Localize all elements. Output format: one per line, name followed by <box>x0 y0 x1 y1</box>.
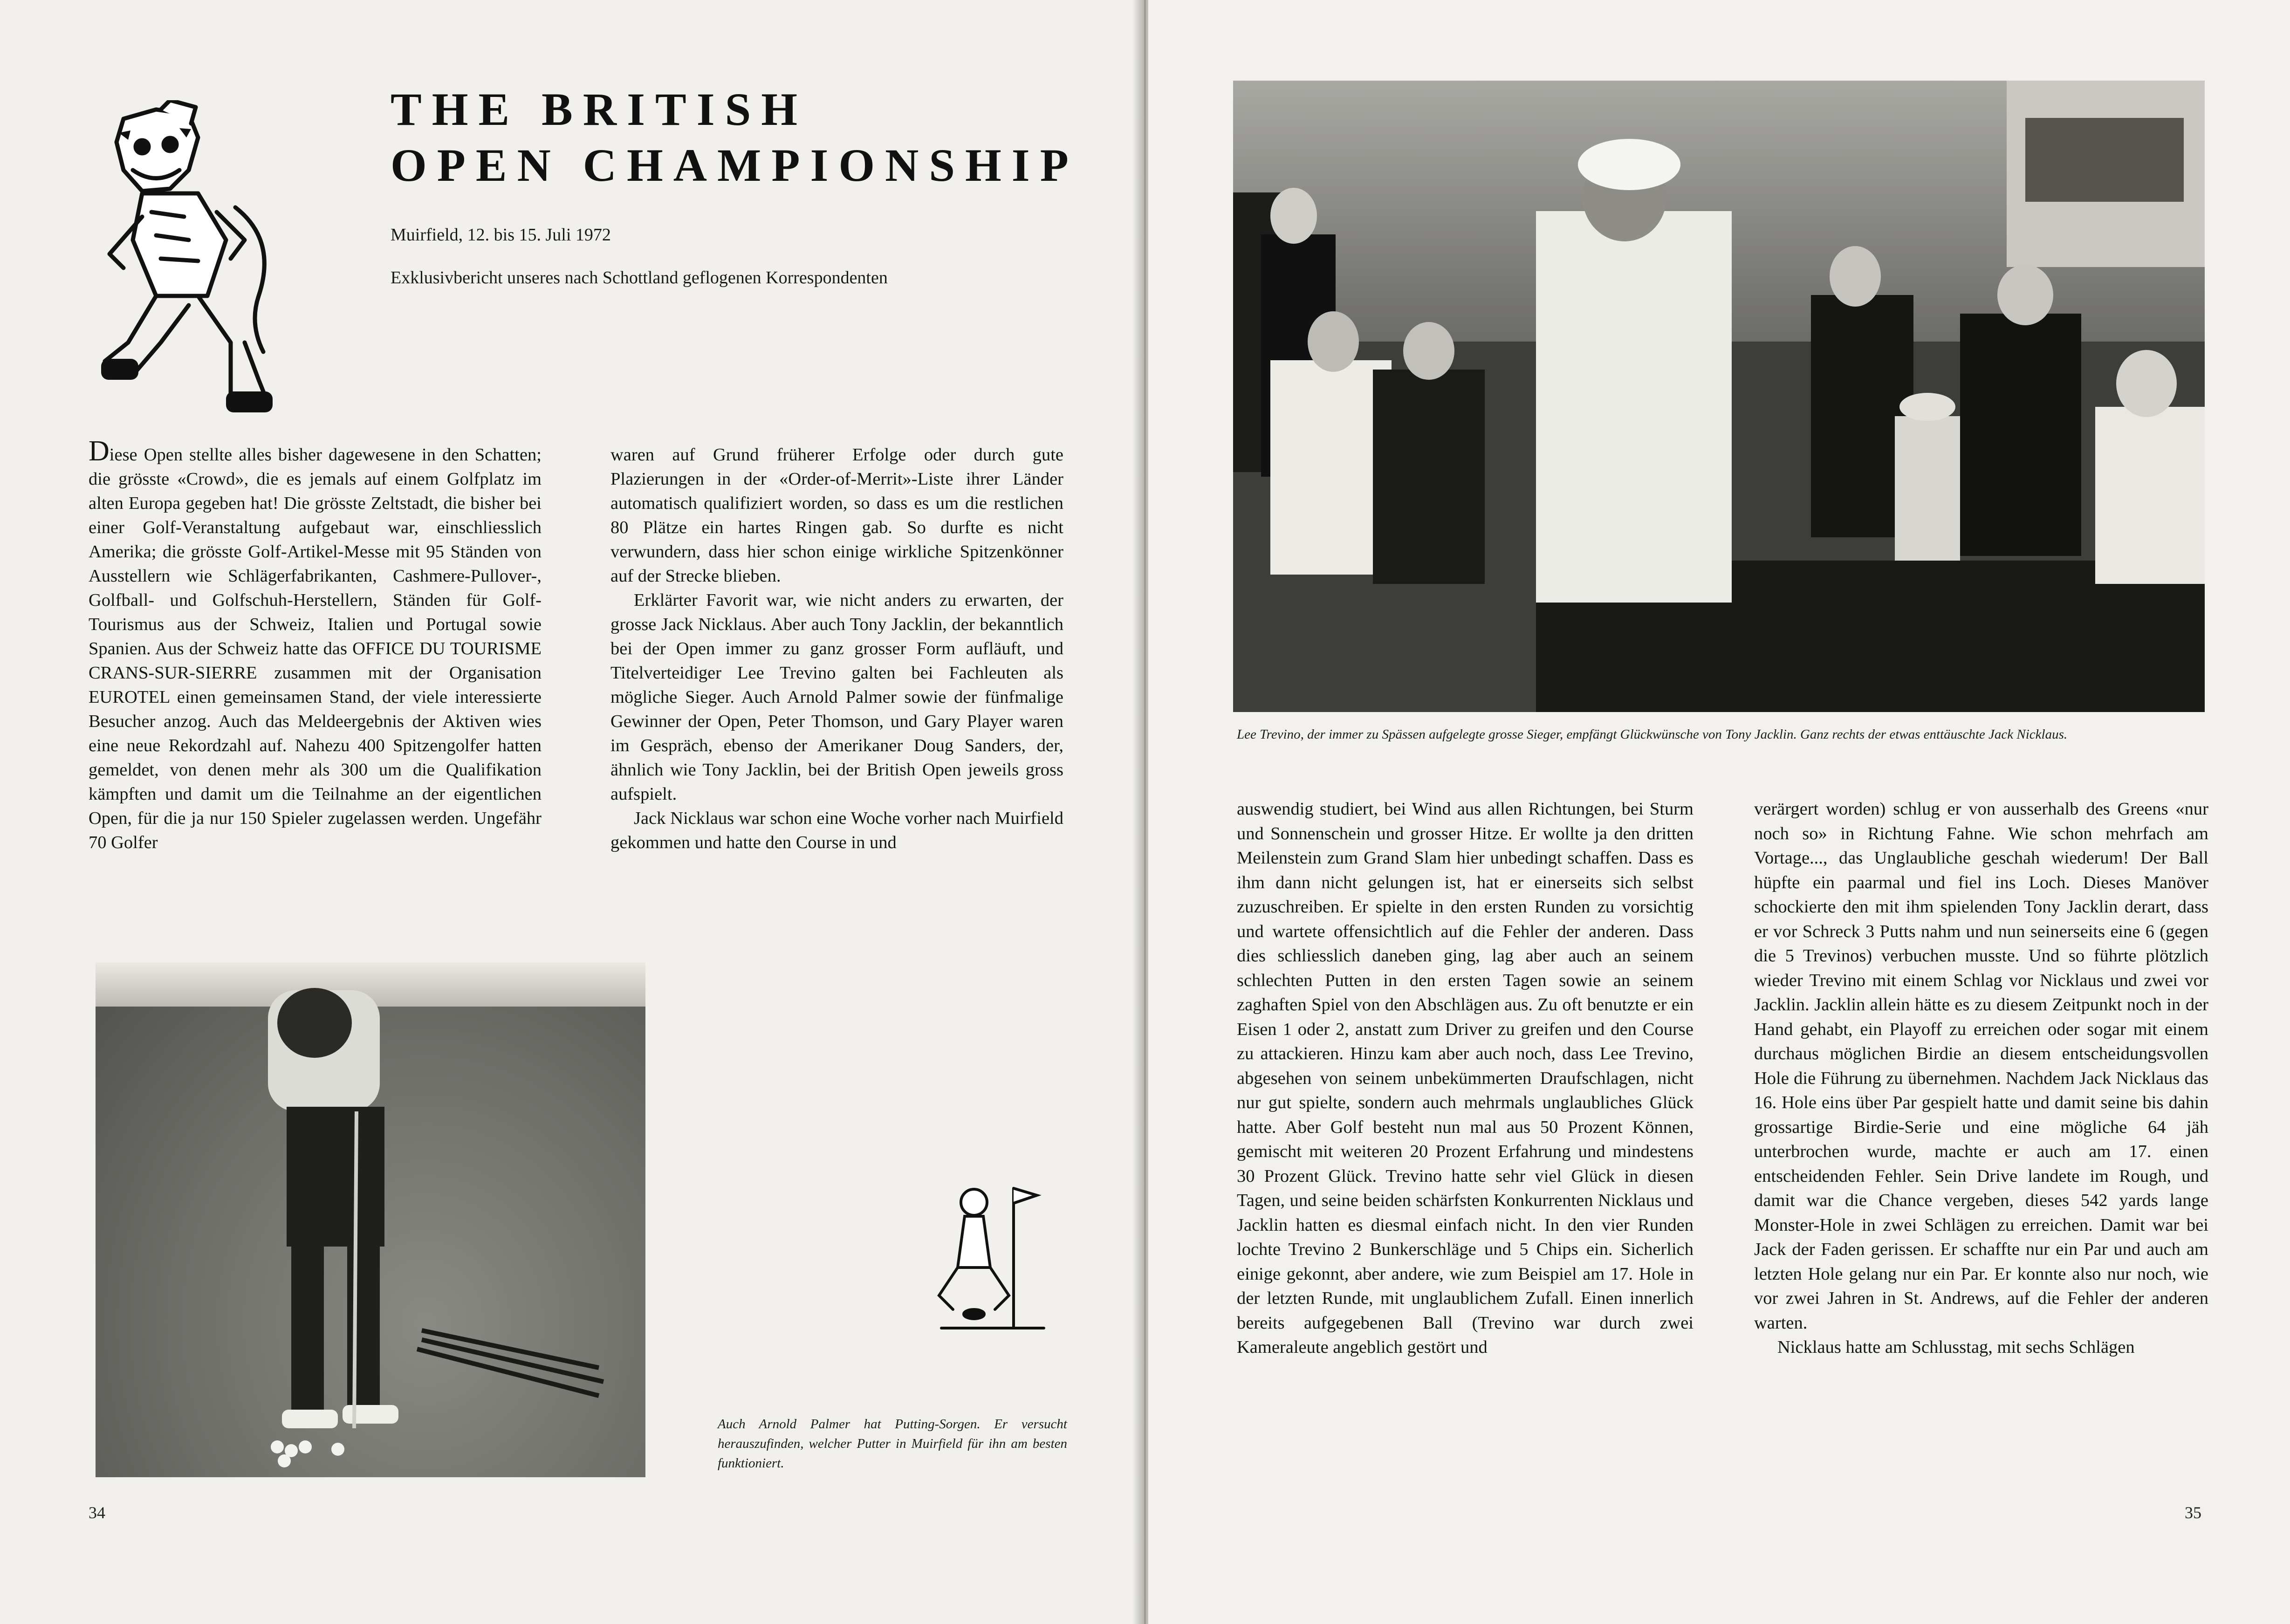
right-page <box>1148 0 2290 1624</box>
left-column-2 <box>610 443 1063 855</box>
golfer-silhouette <box>96 962 645 1477</box>
page-number-left: 34 <box>89 1503 105 1522</box>
paragraph: Nicklaus hatte am Schlusstag, mit sechs Schlägen <box>1777 1337 2135 1357</box>
article-title <box>391 82 1079 193</box>
location-date: Muirfield, 12. bis 15. Juli 1972 <box>391 225 611 245</box>
right-column-1 <box>1237 797 1694 1360</box>
paragraph: Jack Nicklaus war schon eine Woche vorher nach Muirfield gekommen und hatte den Course in und <box>610 809 1063 852</box>
left-page <box>0 0 1142 1624</box>
award-scene <box>1233 81 2205 712</box>
paragraph: auswendig studiert, bei Wind aus allen Richtungen, bei Sturm und Sonnenschein und grosser Hitze. Er wollte ja den dritten Meilenstein zum Grand Slam hier unbedingt schaffen. Dass es ihm dann nicht gelungen ist, hat er einerseits sich selbst zuzuschreiben. Er spielte in den ersten Runden zu vorsichtig und wartete offensichtlich auf die Fehler der anderen. Dass dies schliesslich daneben ging, lag aber auch an seinem schlechten Putten in den ersten Tagen sowie an seinem zaghaften Spiel von den Abschlägen aus. Zu oft benutzte er ein Eisen 1 oder 2, anstatt zum Driver zu greifen und den Course zu attackieren. Hinzu kam aber auch noch, dass Lee Trevino, abgesehen von seinem unbekümmerten Draufschlagen, nicht nur gut spielte, sondern auch mehrmals unglaubliches Glück hatte. Aber Golf besteht nun mal aus 50 Prozent Können, gemischt mit weiteren 20 Prozent Erfahrung und mindestens 30 Prozent Glück. Trevino hatte sehr viel Glück in diesen Tagen, und seine beiden schärfsten Konkurrenten Nicklaus und Jacklin hatten es diesmal einfach nicht. In den vier Runden lochte Trevino 2 Bunkerschläge und 5 Chips ein. Sicherlich einige gekonnt, aber andere, wie zum Beispiel am 17. Hole in der letzten Runde, mit unglaublichem Zufall. Einen innerlich bereits aufgegebenen Ball (Trevino war durch zwei Kameraleute angeblich gestört und <box>1237 799 1694 1357</box>
page-number-right: 35 <box>2185 1503 2201 1522</box>
paragraph: Erklärter Favorit war, wie nicht anders zu erwarten, der grosse Jack Nicklaus. Aber auch Tony Jacklin, der bekanntlich bei der Open immer zu ganz grosser Form aufläuft, und Titelverteidiger Lee Trevino galten bei Fachleuten als mögliche Sieger. Auch Arnold Palmer sowie der fünfmalige Gewinner der Open, Peter Thomson, und Gary Player waren im Gespräch, ebenso der Amerikaner Doug Sanders, der, ähnlich wie Tony Jacklin, bei der British Open jeweils gross aufspielt. <box>610 590 1063 804</box>
article-subtitle: Exklusivbericht unseres nach Schottland geflogenen Korrespondenten <box>391 268 888 288</box>
paragraph: verärgert worden) schlug er von ausserhalb des Greens «nur noch so» in Richtung Fahne. Wie schon mehrfach am Vortage..., das Unglaubliche geschah wiederum! Der Ball hüpfte ein paarmal und fiel ins Loch. Dieses Manöver schockierte den mit ihm spielenden Tony Jacklin derart, dass er vor Schreck 3 Putts nahm und nun seinerseits eine 6 (gegen die 5 Trevinos) verbuchen musste. Und so führte plötzlich wieder Trevino mit einem Schlag vor Nicklaus und zwei vor Jacklin. Jacklin allein hätte es zu diesem Zeitpunkt noch in der Hand gehabt, ein Playoff zu erreichen oder sogar mit einem durchaus möglichen Birdie an diesem entscheidungsvollen Hole die Führung zu übernehmen. Nachdem Jack Nicklaus das 16. Hole eins über Par gespielt hatte und damit seine bis dahin grossartige Birdie-Serie und eine mögliche 64 jäh unterbrochen wurde, machte er auch am 17. einen entscheidenden Fehler. Sein Drive landete im Rough, und damit war die Chance vergeben, dieses 542 yards lange Monster-Hole in zwei Schlägen zu erreichen. Damit war bei Jack der Faden gerissen. Er schaffte nur ein Par und auch am letzten Hole gelang nur ein Par. Er konnte also nur noch, wie vor zwei Jahren in St. Andrews, auf die Fehler der anderen warten. <box>1754 799 2208 1333</box>
tiger-mascot-illustration <box>91 100 287 422</box>
palmer-putting-photo <box>96 962 645 1477</box>
paragraph <box>89 435 542 855</box>
trevino-award-photo <box>1233 81 2205 712</box>
title-line-1: THE BRITISH <box>391 83 808 135</box>
drop-cap: D <box>89 435 110 467</box>
paragraph-text: iese Open stellte alles bisher dagewesene in den Schatten; die grösste «Crowd», die es jemals auf einem Golfplatz im alten Europa gegeben hat! Die grösste Zeltstadt, die bisher bei einer Golf-Veranstaltung aufgebaut war, einschliesslich Amerika; die grösste Golf-Artikel-Messe mit 95 Ständen von Ausstellern wie Schlägerfabrikanten, Cashmere-Pullover-, Golfball- und Golfschuh-Herstellern, Ständen für Golf-Tourismus aus der Schweiz, Italien und Portugal sowie Spanien. Aus der Schweiz hatte das OFFICE DU TOURISME CRANS-SUR-SIERRE zusammen mit der Organisation EUROTEL einen gemeinsamen Stand, der viele interessierte Besucher anzog. Auch das Meldeergebnis der Aktiven wies eine neue Rekordzahl auf. Nahezu 400 Spitzengolfer hatten gemeldet, von denen mehr als 300 um die Qualifikation kämpften und damit um die Teilnahme an der eigentlichen Open, für die ja nur 150 Spieler zugelassen werden. Ungefähr 70 Golfer <box>89 445 542 852</box>
cartoon-golfer-illustration <box>932 1174 1049 1342</box>
putting-photo-caption: Auch Arnold Palmer hat Putting-Sorgen. Er versucht herauszufinden, welcher Putter in Muirfield für ihn am besten funktioniert. <box>718 1417 1067 1471</box>
paragraph: waren auf Grund früherer Erfolge oder durch gute Plazierungen in der «Order-of-Merrit»-Liste ihrer Länder automatisch qualifiziert worden, so dass es um die restlichen 80 Plätze ein hartes Ringen gab. So durfte es nicht verwundern, dass hier schon einige wirkliche Spitzenkönner auf der Strecke blieben. <box>610 445 1063 586</box>
left-column-1 <box>89 435 542 855</box>
award-photo-caption: Lee Trevino, der immer zu Spässen aufgelegte grosse Sieger, empfängt Glückwünsche von Tony Jacklin. Ganz rechts der etwas enttäuschte Jack Nicklaus. <box>1237 727 2068 742</box>
right-column-2 <box>1754 797 2208 1360</box>
article-meta <box>391 213 1090 299</box>
title-line-2: OPEN CHAMPIONSHIP <box>391 139 1079 191</box>
